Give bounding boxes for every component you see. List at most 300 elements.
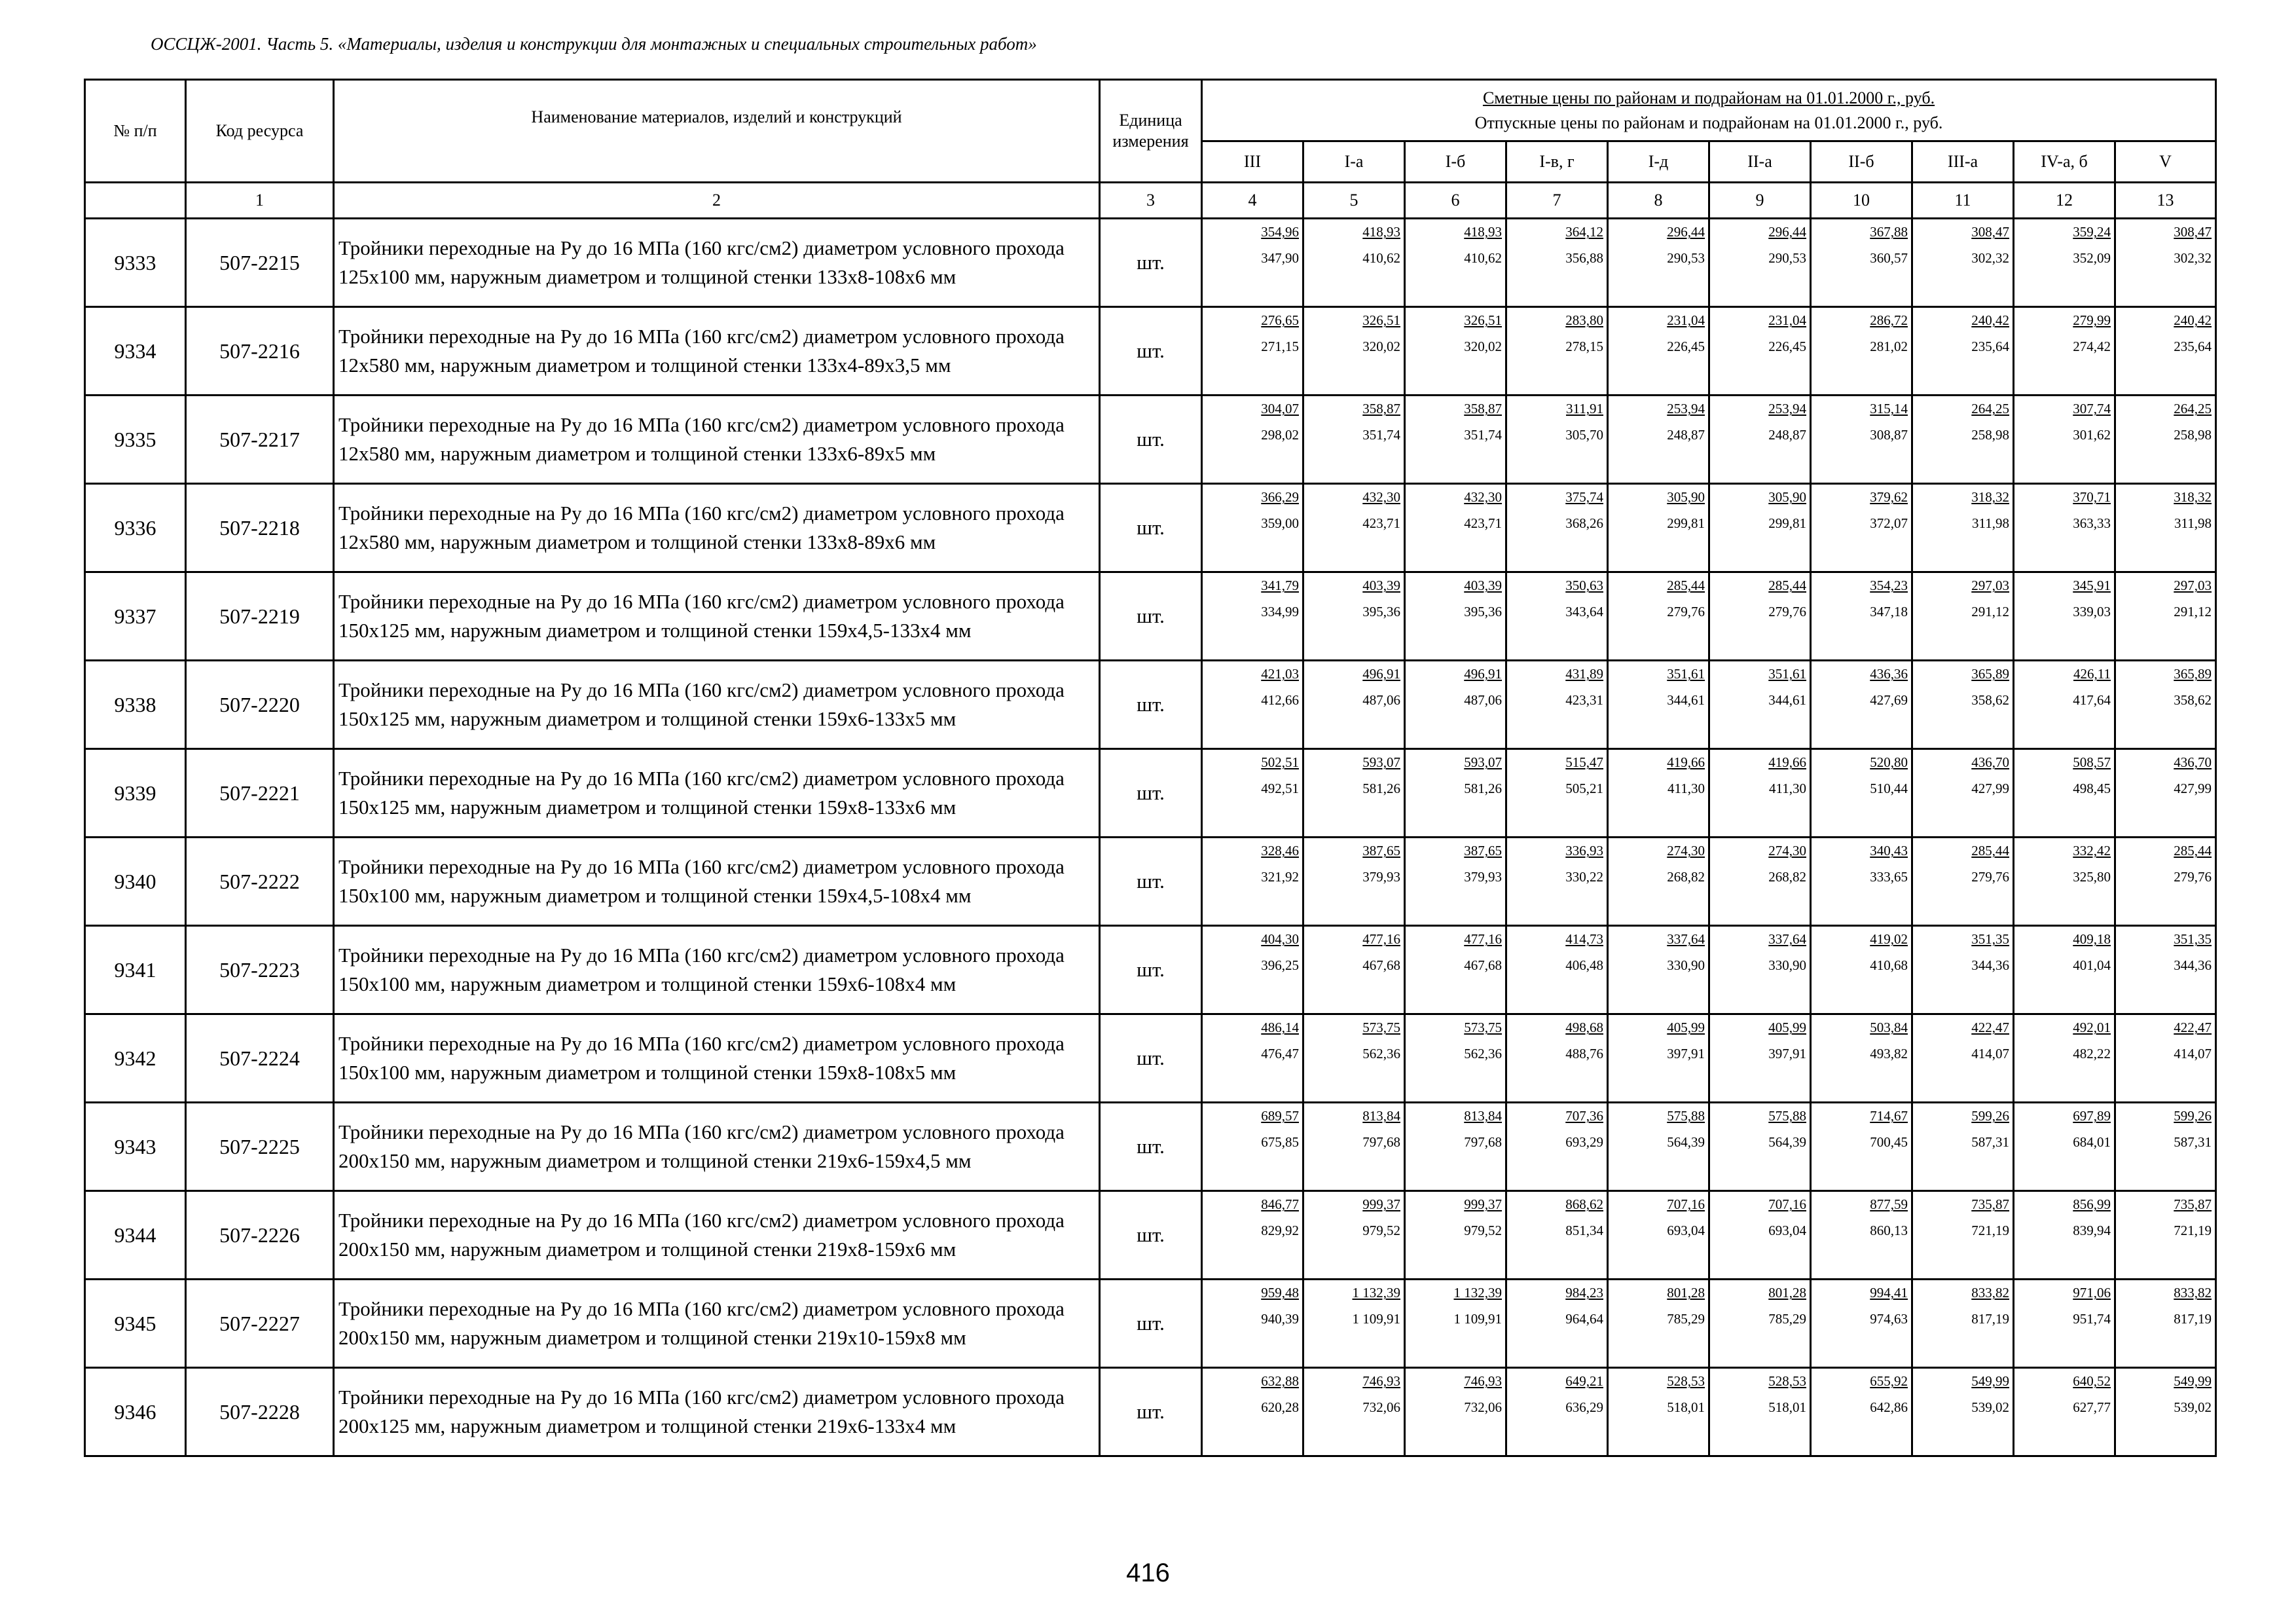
price-cell: [1506, 307, 1608, 396]
release-price: 785,29: [1768, 1311, 1806, 1327]
estimated-price: 367,88: [1870, 224, 1908, 240]
estimated-price: 315,14: [1870, 401, 1908, 417]
price-cell: [1405, 396, 1506, 484]
page-number: 416: [1126, 1559, 1170, 1587]
price-cell: [1202, 572, 1303, 661]
estimated-price: 959,48: [1261, 1285, 1299, 1301]
estimated-price: 813,84: [1362, 1108, 1400, 1124]
row-index: 9338: [85, 661, 186, 749]
row-index: 9334: [85, 307, 186, 396]
estimated-price: 599,26: [2174, 1108, 2212, 1124]
release-price: 330,90: [1768, 957, 1806, 974]
price-cell: [1202, 661, 1303, 749]
release-price: 839,94: [2073, 1223, 2111, 1239]
resource-code: 507-2215: [186, 219, 334, 307]
release-price: 395,36: [1362, 604, 1400, 620]
resource-code: 507-2217: [186, 396, 334, 484]
release-price: 581,26: [1362, 781, 1400, 797]
price-cell: [1303, 307, 1405, 396]
release-price: 379,93: [1464, 869, 1502, 885]
table-row: [85, 1103, 2216, 1191]
release-price: 700,45: [1870, 1134, 1908, 1151]
region-header: V: [2115, 141, 2216, 183]
price-cell: [2115, 1103, 2216, 1191]
price-cell: [1709, 926, 1811, 1014]
release-price: 411,30: [1769, 781, 1806, 797]
price-cell: [1405, 219, 1506, 307]
estimated-price: 279,99: [2073, 312, 2111, 329]
release-price: 358,62: [2174, 692, 2212, 709]
unit-of-measure: шт.: [1100, 749, 1202, 838]
release-price: 642,86: [1870, 1399, 1908, 1416]
prices-estimated-caption: Сметные цены по районам и подрайонам на 01.01.2000 г., руб.: [1482, 88, 1935, 107]
estimated-price: 387,65: [1464, 843, 1502, 859]
price-cell: [1405, 1191, 1506, 1280]
row-index: 9340: [85, 838, 186, 926]
estimated-price: 492,01: [2073, 1020, 2111, 1036]
release-price: 344,61: [1768, 692, 1806, 709]
estimated-price: 877,59: [1870, 1196, 1908, 1213]
estimated-price: 305,90: [1667, 489, 1705, 506]
item-name: Тройники переходные на Ру до 16 МПа (160 кгс/см2) диаметром условного прохода 12x580 мм, наружным диаметром и толщиной стенки 133x6-89x5 мм: [334, 396, 1100, 484]
release-price: 274,42: [2073, 339, 2111, 355]
estimated-price: 405,99: [1768, 1020, 1806, 1036]
release-price: 302,32: [2174, 250, 2212, 267]
item-name: Тройники переходные на Ру до 16 МПа (160 кгс/см2) диаметром условного прохода 150x100 мм, наружным диаметром и толщиной стенки 159x8-108x5 мм: [334, 1014, 1100, 1103]
estimated-price: 573,75: [1362, 1020, 1400, 1036]
estimated-price: 387,65: [1362, 843, 1400, 859]
estimated-price: 593,07: [1464, 754, 1502, 771]
release-price: 299,81: [1768, 515, 1806, 532]
price-cell: [2115, 1191, 2216, 1280]
price-cell: [1303, 1103, 1405, 1191]
release-price: 410,68: [1870, 957, 1908, 974]
price-cell: [1912, 749, 2014, 838]
price-cell: [2014, 1280, 2115, 1368]
price-cell: [1202, 749, 1303, 838]
resource-code: 507-2225: [186, 1103, 334, 1191]
release-price: 951,74: [2073, 1311, 2111, 1327]
price-cell: [1811, 484, 1912, 572]
column-number: 8: [1608, 183, 1709, 219]
release-price: 401,04: [2073, 957, 2111, 974]
table-row: [85, 219, 2216, 307]
release-price: 359,00: [1261, 515, 1299, 532]
price-cell: [2115, 926, 2216, 1014]
row-index: 9335: [85, 396, 186, 484]
table-row: [85, 838, 2216, 926]
table-row: [85, 396, 2216, 484]
estimated-price: 350,63: [1565, 578, 1603, 594]
release-price: 467,68: [1362, 957, 1400, 974]
release-price: 279,76: [1667, 604, 1705, 620]
estimated-price: 345,91: [2073, 578, 2111, 594]
release-price: 410,62: [1464, 250, 1502, 267]
estimated-price: 801,28: [1667, 1285, 1705, 1301]
price-cell: [2115, 307, 2216, 396]
price-cell: [1709, 1103, 1811, 1191]
estimated-price: 419,02: [1870, 931, 1908, 948]
price-cell: [1405, 572, 1506, 661]
price-cell: [2115, 838, 2216, 926]
release-price: 414,07: [2174, 1046, 2212, 1062]
price-cell: [2014, 749, 2115, 838]
release-price: 940,39: [1261, 1311, 1299, 1327]
estimated-price: 264,25: [2174, 401, 2212, 417]
unit-of-measure: шт.: [1100, 661, 1202, 749]
price-cell: [1405, 838, 1506, 926]
price-cell: [1912, 926, 2014, 1014]
price-cell: [1811, 838, 1912, 926]
estimated-price: 340,43: [1870, 843, 1908, 859]
estimated-price: 502,51: [1261, 754, 1299, 771]
estimated-price: 359,24: [2073, 224, 2111, 240]
release-price: 492,51: [1261, 781, 1299, 797]
estimated-price: 528,53: [1667, 1373, 1705, 1390]
price-cell: [1405, 1014, 1506, 1103]
estimated-price: 599,26: [1971, 1108, 2009, 1124]
release-price: 344,61: [1667, 692, 1705, 709]
release-price: 1 109,91: [1352, 1311, 1400, 1327]
price-cell: [1202, 396, 1303, 484]
estimated-price: 358,87: [1362, 401, 1400, 417]
price-cell: [1506, 926, 1608, 1014]
release-price: 396,25: [1261, 957, 1299, 974]
item-name: Тройники переходные на Ру до 16 МПа (160 кгс/см2) диаметром условного прохода 12x580 мм, наружным диаметром и толщиной стенки 133x8-89x6 мм: [334, 484, 1100, 572]
estimated-price: 697,89: [2073, 1108, 2111, 1124]
price-cell: [1303, 572, 1405, 661]
price-cell: [1811, 1014, 1912, 1103]
estimated-price: 297,03: [1971, 578, 2009, 594]
estimated-price: 432,30: [1362, 489, 1400, 506]
release-price: 321,92: [1261, 869, 1299, 885]
release-price: 979,52: [1464, 1223, 1502, 1239]
price-cell: [1912, 1103, 2014, 1191]
price-cell: [2014, 219, 2115, 307]
estimated-price: 286,72: [1870, 312, 1908, 329]
price-cell: [1202, 1280, 1303, 1368]
table-body: [85, 219, 2216, 1456]
estimated-price: 649,21: [1565, 1373, 1603, 1390]
estimated-price: 403,39: [1464, 578, 1502, 594]
row-index: 9343: [85, 1103, 186, 1191]
unit-of-measure: шт.: [1100, 926, 1202, 1014]
price-cell: [1405, 307, 1506, 396]
price-cell: [2115, 1368, 2216, 1456]
release-price: 302,32: [1971, 250, 2009, 267]
estimated-price: 326,51: [1362, 312, 1400, 329]
unit-of-measure: шт.: [1100, 1014, 1202, 1103]
region-header: I-д: [1608, 141, 1709, 183]
release-price: 627,77: [2073, 1399, 2111, 1416]
price-cell: [1709, 219, 1811, 307]
price-cell: [1811, 749, 1912, 838]
release-price: 363,33: [2073, 515, 2111, 532]
price-cell: [1811, 1280, 1912, 1368]
price-cell: [1202, 838, 1303, 926]
resource-code: 507-2216: [186, 307, 334, 396]
unit-of-measure: шт.: [1100, 1103, 1202, 1191]
estimated-price: 498,68: [1565, 1020, 1603, 1036]
table-row: [85, 1368, 2216, 1456]
estimated-price: 379,62: [1870, 489, 1908, 506]
release-price: 397,91: [1768, 1046, 1806, 1062]
region-header: I-в, г: [1506, 141, 1608, 183]
estimated-price: 296,44: [1667, 224, 1705, 240]
estimated-price: 414,73: [1565, 931, 1603, 948]
release-price: 510,44: [1870, 781, 1908, 797]
release-price: 693,04: [1768, 1223, 1806, 1239]
release-price: 539,02: [1971, 1399, 2009, 1416]
unit-of-measure: шт.: [1100, 1368, 1202, 1456]
release-price: 330,22: [1565, 869, 1603, 885]
price-cell: [1811, 396, 1912, 484]
release-price: 311,98: [2174, 515, 2212, 532]
release-price: 721,19: [2174, 1223, 2212, 1239]
price-cell: [1405, 1280, 1506, 1368]
price-cell: [1506, 1280, 1608, 1368]
price-cell: [1912, 396, 2014, 484]
col-header-unit: Единица измерения: [1100, 80, 1202, 183]
table-row: [85, 749, 2216, 838]
release-price: 829,92: [1261, 1223, 1299, 1239]
release-price: 817,19: [2174, 1311, 2212, 1327]
estimated-price: 351,61: [1768, 666, 1806, 682]
estimated-price: 337,64: [1768, 931, 1806, 948]
estimated-price: 833,82: [2174, 1285, 2212, 1301]
estimated-price: 707,36: [1565, 1108, 1603, 1124]
price-cell: [2014, 1014, 2115, 1103]
price-cell: [1912, 1280, 2014, 1368]
price-cell: [1709, 307, 1811, 396]
unit-of-measure: шт.: [1100, 307, 1202, 396]
price-cell: [2014, 661, 2115, 749]
release-price: 427,99: [1971, 781, 2009, 797]
release-price: 423,31: [1565, 692, 1603, 709]
item-name: Тройники переходные на Ру до 16 МПа (160 кгс/см2) диаметром условного прохода 150x100 мм, наружным диаметром и толщиной стенки 159x4,5-108x4 мм: [334, 838, 1100, 926]
price-cell: [1202, 484, 1303, 572]
price-cell: [1709, 1280, 1811, 1368]
region-header: IV-а, б: [2014, 141, 2115, 183]
price-cell: [1709, 838, 1811, 926]
row-index: 9336: [85, 484, 186, 572]
price-cell: [1811, 219, 1912, 307]
price-cell: [1506, 1368, 1608, 1456]
estimated-price: 365,89: [1971, 666, 2009, 682]
estimated-price: 422,47: [1971, 1020, 2009, 1036]
table-row: [85, 307, 2216, 396]
price-cell: [1608, 219, 1709, 307]
release-price: 311,98: [1972, 515, 2009, 532]
estimated-price: 477,16: [1362, 931, 1400, 948]
price-cell: [1202, 1014, 1303, 1103]
release-price: 860,13: [1870, 1223, 1908, 1239]
price-cell: [1202, 1191, 1303, 1280]
price-cell: [1303, 1368, 1405, 1456]
release-price: 258,98: [1971, 427, 2009, 443]
column-number: 9: [1709, 183, 1811, 219]
estimated-price: 240,42: [2174, 312, 2212, 329]
item-name: Тройники переходные на Ру до 16 МПа (160 кгс/см2) диаметром условного прохода 125x100 мм, наружным диаметром и толщиной стенки 133x8-108x6 мм: [334, 219, 1100, 307]
price-cell: [1608, 838, 1709, 926]
price-cell: [1202, 219, 1303, 307]
release-price: 423,71: [1362, 515, 1400, 532]
unit-of-measure: шт.: [1100, 484, 1202, 572]
price-cell: [2115, 396, 2216, 484]
estimated-price: 370,71: [2073, 489, 2111, 506]
price-cell: [1303, 926, 1405, 1014]
estimated-price: 403,39: [1362, 578, 1400, 594]
release-price: 268,82: [1768, 869, 1806, 885]
price-cell: [1608, 749, 1709, 838]
price-cell: [1506, 572, 1608, 661]
release-price: 410,62: [1362, 250, 1400, 267]
price-cell: [1303, 1014, 1405, 1103]
estimated-price: 971,06: [2073, 1285, 2111, 1301]
release-price: 330,90: [1667, 957, 1705, 974]
estimated-price: 351,61: [1667, 666, 1705, 682]
release-price: 344,36: [2174, 957, 2212, 974]
estimated-price: 285,44: [2174, 843, 2212, 859]
price-cell: [2115, 572, 2216, 661]
price-cell: [2014, 307, 2115, 396]
unit-of-measure: шт.: [1100, 572, 1202, 661]
estimated-price: 432,30: [1464, 489, 1502, 506]
estimated-price: 421,03: [1261, 666, 1299, 682]
price-cell: [2014, 1368, 2115, 1456]
release-price: 290,53: [1667, 250, 1705, 267]
price-cell: [2014, 484, 2115, 572]
estimated-price: 419,66: [1667, 754, 1705, 771]
estimated-price: 436,36: [1870, 666, 1908, 682]
price-cell: [1405, 661, 1506, 749]
release-price: 279,76: [2174, 869, 2212, 885]
estimated-price: 418,93: [1464, 224, 1502, 240]
estimated-price: 231,04: [1768, 312, 1806, 329]
estimated-price: 318,32: [1971, 489, 2009, 506]
column-number: 2: [334, 183, 1100, 219]
price-cell: [1405, 1103, 1506, 1191]
price-cell: [1405, 749, 1506, 838]
estimated-price: 520,80: [1870, 754, 1908, 771]
price-cell: [1709, 749, 1811, 838]
item-name: Тройники переходные на Ру до 16 МПа (160 кгс/см2) диаметром условного прохода 200x150 мм, наружным диаметром и толщиной стенки 219x6-159x4,5 мм: [334, 1103, 1100, 1191]
release-price: 372,07: [1870, 515, 1908, 532]
release-price: 482,22: [2073, 1046, 2111, 1062]
price-cell: [1202, 1103, 1303, 1191]
price-cell: [2014, 572, 2115, 661]
estimated-price: 296,44: [1768, 224, 1806, 240]
column-number-row: [85, 183, 2216, 219]
release-price: 379,93: [1362, 869, 1400, 885]
release-price: 587,31: [1971, 1134, 2009, 1151]
release-price: 291,12: [1971, 604, 2009, 620]
estimated-price: 418,93: [1362, 224, 1400, 240]
release-price: 248,87: [1768, 427, 1806, 443]
price-cell: [1303, 749, 1405, 838]
item-name: Тройники переходные на Ру до 16 МПа (160 кгс/см2) диаметром условного прохода 150x100 мм, наружным диаметром и толщиной стенки 159x6-108x4 мм: [334, 926, 1100, 1014]
column-number: 7: [1506, 183, 1608, 219]
estimated-price: 311,91: [1566, 401, 1603, 417]
price-cell: [1811, 572, 1912, 661]
price-cell: [1303, 396, 1405, 484]
estimated-price: 486,14: [1261, 1020, 1299, 1036]
estimated-price: 714,67: [1870, 1108, 1908, 1124]
table-row: [85, 1280, 2216, 1368]
price-cell: [1608, 484, 1709, 572]
estimated-price: 332,42: [2073, 843, 2111, 859]
row-index: 9345: [85, 1280, 186, 1368]
estimated-price: 351,35: [2174, 931, 2212, 948]
release-price: 487,06: [1464, 692, 1502, 709]
release-price: 291,12: [2174, 604, 2212, 620]
release-price: 412,66: [1261, 692, 1299, 709]
price-cell: [1912, 1014, 2014, 1103]
estimated-price: 419,66: [1768, 754, 1806, 771]
release-price: 325,80: [2073, 869, 2111, 885]
price-cell: [1912, 219, 2014, 307]
table-row: [85, 1014, 2216, 1103]
release-price: 368,26: [1565, 515, 1603, 532]
price-cell: [2014, 1103, 2115, 1191]
release-price: 797,68: [1362, 1134, 1400, 1151]
release-price: 417,64: [2073, 692, 2111, 709]
price-cell: [1811, 1191, 1912, 1280]
estimated-price: 549,99: [2174, 1373, 2212, 1390]
estimated-price: 632,88: [1261, 1373, 1299, 1390]
release-price: 476,47: [1261, 1046, 1299, 1062]
resource-code: 507-2220: [186, 661, 334, 749]
estimated-price: 404,30: [1261, 931, 1299, 948]
release-price: 334,99: [1261, 604, 1299, 620]
release-price: 693,04: [1667, 1223, 1705, 1239]
release-price: 1 109,91: [1453, 1311, 1502, 1327]
release-price: 964,64: [1565, 1311, 1603, 1327]
col-header-index: № п/п: [85, 80, 186, 183]
release-price: 581,26: [1464, 781, 1502, 797]
price-cell: [1709, 484, 1811, 572]
release-price: 298,02: [1261, 427, 1299, 443]
release-price: 358,62: [1971, 692, 2009, 709]
price-cell: [1608, 926, 1709, 1014]
price-cell: [2014, 1191, 2115, 1280]
estimated-price: 366,29: [1261, 489, 1299, 506]
item-name: Тройники переходные на Ру до 16 МПа (160 кгс/см2) диаметром условного прохода 12x580 мм, наружным диаметром и толщиной стенки 133x4-89x3,5 мм: [334, 307, 1100, 396]
release-price: 347,18: [1870, 604, 1908, 620]
release-price: 339,03: [2073, 604, 2111, 620]
price-cell: [1506, 749, 1608, 838]
price-cell: [2115, 661, 2216, 749]
estimated-price: 994,41: [1870, 1285, 1908, 1301]
release-price: 732,06: [1464, 1399, 1502, 1416]
price-cell: [1506, 396, 1608, 484]
release-price: 797,68: [1464, 1134, 1502, 1151]
price-cell: [1912, 838, 2014, 926]
estimated-price: 231,04: [1667, 312, 1705, 329]
estimated-price: 813,84: [1464, 1108, 1502, 1124]
release-price: 279,76: [1768, 604, 1806, 620]
release-price: 974,63: [1870, 1311, 1908, 1327]
price-cell: [1709, 1191, 1811, 1280]
resource-code: 507-2227: [186, 1280, 334, 1368]
table-row: [85, 572, 2216, 661]
col-header-name: Наименование материалов, изделий и конструкций: [334, 80, 1100, 183]
col-header-prices: [1202, 80, 2216, 141]
estimated-price: 496,91: [1464, 666, 1502, 682]
price-cell: [1506, 484, 1608, 572]
estimated-price: 328,46: [1261, 843, 1299, 859]
estimated-price: 573,75: [1464, 1020, 1502, 1036]
